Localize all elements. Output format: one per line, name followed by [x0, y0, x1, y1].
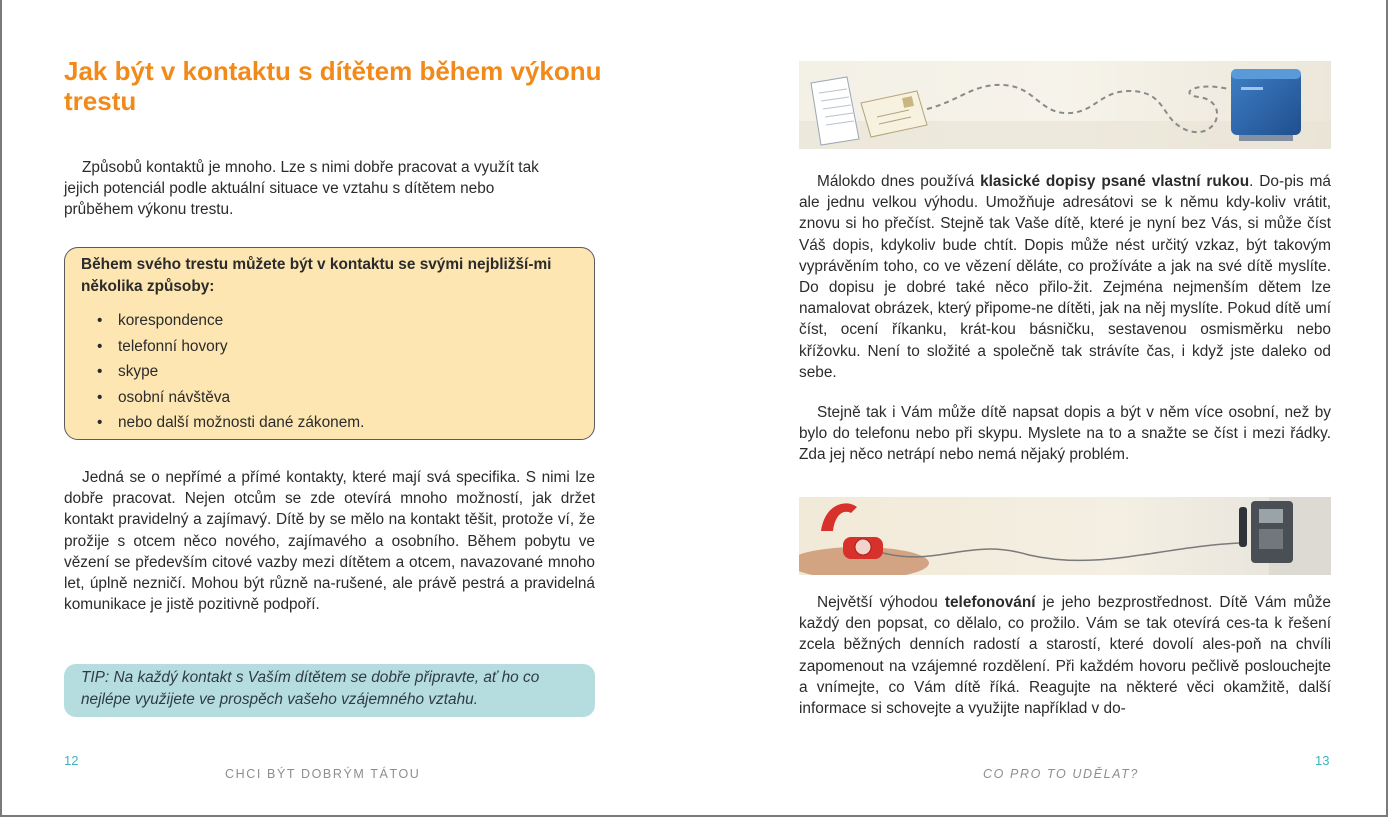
page-title: Jak být v kontaktu s dítětem během výkonu trestu	[64, 56, 602, 116]
running-footer-right: CO PRO TO UDĚLAT?	[983, 767, 1139, 781]
tip-text: TIP: Na každý kontakt s Vaším dítětem se dobře připravte, ať ho co nejlépe využijete ve prospěch vašeho vzájemného vztahu.	[81, 669, 540, 708]
bullet-icon: •	[97, 414, 103, 431]
contact-box-heading: Během svého trestu můžete být v kontaktu se svými nejbližší-mi několika způsoby:	[81, 256, 552, 295]
page-number-right: 13	[1315, 753, 1330, 768]
list-item-label: skype	[118, 363, 159, 380]
contacts-paragraph: Jedná se o nepřímé a přímé kontakty, které mají svá specifika. S nimi lze dobře pracovat. Nejen otcům se zde otevírá mnoho možností, jak držet kontakt pravidelný a zajímavý. Dítě by se mělo na kontakt těšit, protože ví, že prožije s otcem něco nového, zajímavého a osobního. Během pobytu ve vězení se především citové vazby mezi dítětem a otcem, navazované mnoho let, úplně nezničí. Mohou být různě na-rušené, ale právě pestrá a pravidelná komunikace je jistě pozitivně podpoří.	[64, 469, 595, 614]
letters-paragraph	[799, 171, 1331, 383]
left-page	[2, 0, 697, 817]
list-item-label: korespondence	[118, 312, 224, 329]
contact-methods-box	[64, 247, 595, 440]
letters-mailbox-illustration	[799, 61, 1331, 149]
tip-box	[64, 664, 595, 717]
list-item	[97, 410, 580, 436]
list-item	[97, 308, 580, 334]
phone-lead-text: Největší výhodou	[817, 594, 945, 611]
list-item	[97, 334, 580, 360]
telephones-illustration	[799, 497, 1331, 575]
list-item	[97, 359, 580, 385]
list-item-label: nebo další možnosti dané zákonem.	[118, 414, 365, 431]
list-item	[97, 385, 580, 411]
phone-rest-text: je jeho bezprostřednost. Dítě Vám může každý den popsat, co dělalo, co prožilo. Vám se tak otevírá ces-ta k řešení zcela běžných denních radostí a starostí, které dovolí ales-poň na chvíli zapomenout na vzájemné rozdělení. Při každém hovoru pečlivě poslouchejte a vnímejte, co Vám dítě říká. Reagujte na některé věci okamžitě, další informace si schovejte a využijte například v do-	[799, 594, 1331, 718]
letters-lead-text: Málokdo dnes používá	[817, 173, 981, 190]
phone-bold-text: telefonování	[944, 594, 1036, 611]
intro-paragraph: Způsobů kontaktů je mnoho. Lze s nimi dobře pracovat a využít tak jejich potenciál podle aktuální situace ve vztahu s dítětem nebo průběhem výkonu trestu.	[64, 159, 539, 219]
phone-paragraph	[799, 592, 1331, 719]
letters-rest-text: . Do-pis má ale jednu velkou výhodu. Umožňuje adresátovi se k němu kdy-koliv vrátit, znovu si ho přečíst. Stejně tak Vaše dítě, které je nyní bez Vás, si může číst Váš dopis, kdykoliv bude chtít. Dopis může nést určitý vzkaz, být takovým vyprávěním toho, co ve vězení děláte, co prožíváte a jak na své dítě myslíte. Do dopisu je dobré také něco přilo-žit. Zejména nejmenším dětem lze namalovat obrázek, který připome-ne dítěti, jak na něj myslíte. Pokud dítě umí číst, ocení říkanku, krát-kou básničku, sestavenou osmisměrku nebo křížovku. Není to složité a společně tak strávíte čas, i když jste daleko od sebe.	[799, 173, 1331, 381]
running-footer-left: CHCI BÝT DOBRÝM TÁTOU	[225, 767, 421, 781]
telephones-drawing	[799, 497, 1331, 575]
bullet-icon: •	[97, 363, 103, 380]
letters-bold-text: klasické dopisy psané vlastní rukou	[980, 173, 1250, 190]
bullet-icon: •	[97, 388, 103, 406]
page-number-left: 12	[64, 753, 79, 768]
contact-methods-list	[81, 308, 580, 436]
letters-mailbox-drawing	[799, 61, 1331, 149]
list-item-label: telefonní hovory	[118, 337, 228, 355]
letters-second-paragraph: Stejně tak i Vám může dítě napsat dopis a být v něm více osobní, než by bylo do telefonu nebo při skypu. Myslete na to a snažte se číst i mezi řádky. Zda jej něco netrápí nebo nemá nějaký problém.	[799, 404, 1331, 464]
bullet-icon: •	[97, 337, 103, 355]
mailbox-icon	[1231, 69, 1301, 141]
list-item-label: osobní návštěva	[118, 388, 231, 406]
bullet-icon: •	[97, 312, 103, 329]
